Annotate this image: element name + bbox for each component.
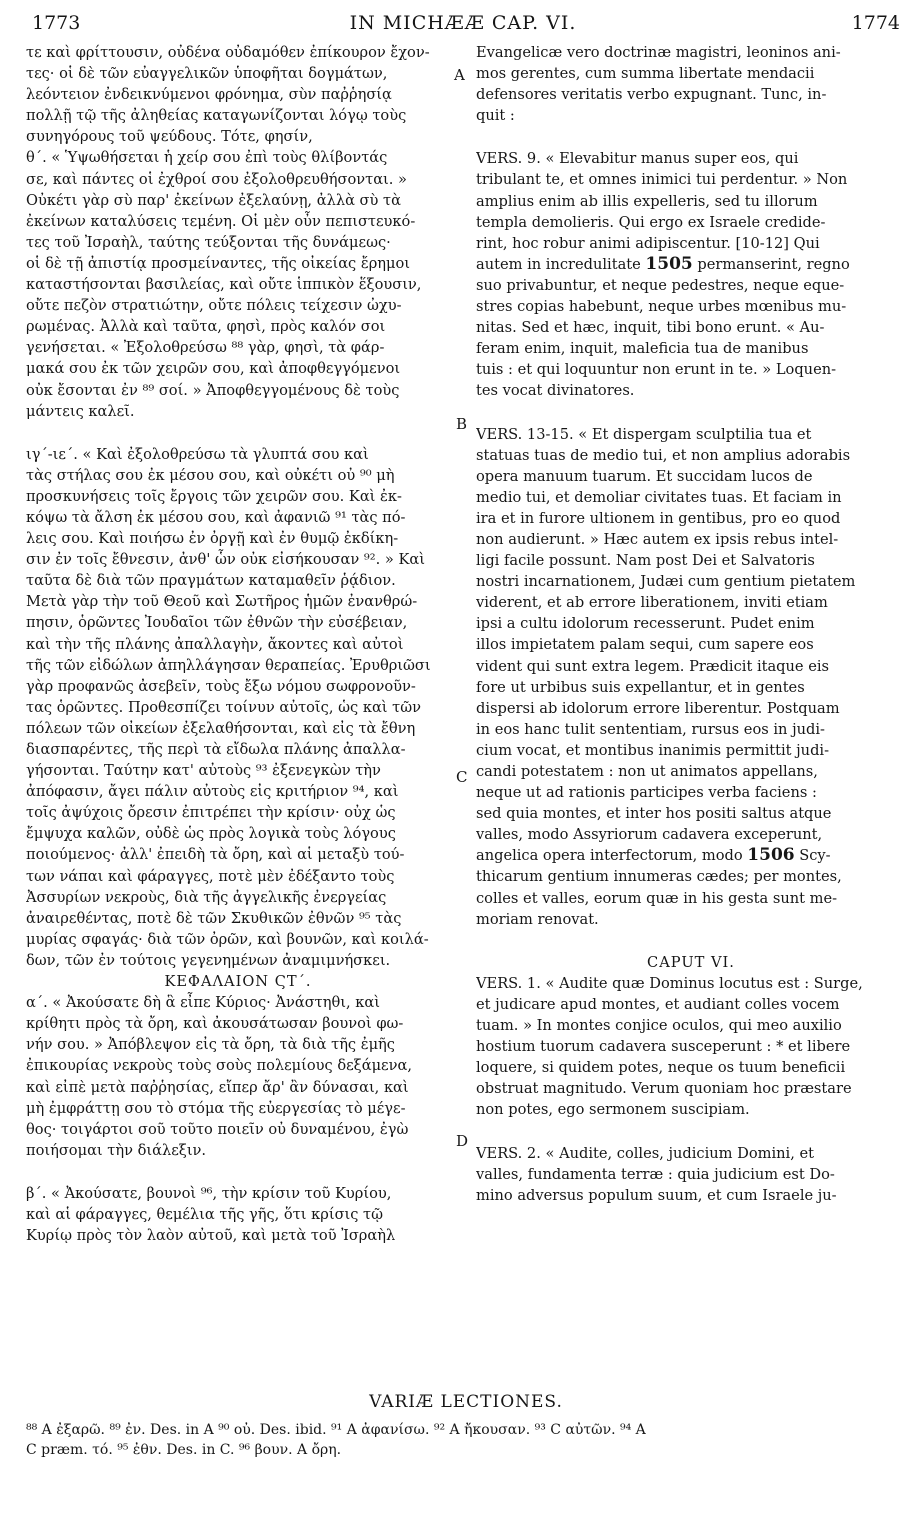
text-line: σε, καὶ πάντες οἱ ἐχθροί σου ἐξολοθρευθήσονται. » <box>26 170 407 188</box>
text-line: neque ut ad rationis participes verba faciens : <box>476 784 817 802</box>
text-line: τε καὶ φρίττουσιν, οὐδένα οὐδαμόθεν ἐπίκουρον ἔχον- <box>26 44 430 61</box>
text-line: προσκυνήσεις τοῖς ἔργοις τῶν χειρῶν σου. Καὶ ἐκ- <box>26 487 402 505</box>
text-line: λεόντειον ἐνδεικνύμενοι φρόνημα, σὺν παῤῥησίᾳ <box>26 86 392 104</box>
text-line: των νάπαι καὶ φάραγγες, ποτὲ μὲν ἐδέξαντο τοὺς <box>26 867 395 885</box>
text-line: VERS. 9. « Elevabitur manus super eos, qui <box>476 150 799 168</box>
text-line: rint, hoc robur animi adipiscentur. [10-12] Qui <box>476 234 820 252</box>
text-line: ἐπικουρίας νεκροὺς τοὺς σοὺς πολεμίους δεξάμενα, <box>26 1057 412 1075</box>
text-line: καταστήσονται βασιλείας, καὶ οὔτε ἱππικὸν ἕξουσιν, <box>26 276 422 294</box>
text-line: statuas tuas de medio tui, et non amplius adorabis <box>476 446 851 464</box>
text-line: γήσονται. Ταύτην κατ' αὐτοὺς ⁹³ ἐξενεγκὼν τὴν <box>26 762 381 780</box>
text-line: candi potestatem : non ut animatos appellans, <box>476 763 818 780</box>
text-line: VERS. 1. « Audite quæ Dominus locutus est : Surge, <box>476 974 863 992</box>
text-line: ταῦτα δὲ διὰ τῶν πραγμάτων καταμαθεῖν ῥᾴδιον. <box>26 572 396 590</box>
text-line: tuam. » In montes conjice oculos, qui meo auxilio <box>476 1017 842 1035</box>
text-line: λεις σου. Καὶ ποιήσω ἐν ὀργῇ καὶ ἐν θυμῷ ἐκδίκη- <box>26 530 399 548</box>
text-line: κόψω τὰ ἄλση ἐκ μέσου σου, καὶ ἀφανιῶ ⁹¹ τὰς πό- <box>26 508 406 526</box>
text-line: ιγ΄-ιε΄. « Καὶ ἐξολοθρεύσω τὰ γλυπτά σου καὶ <box>26 445 369 463</box>
text-line: nitas. Sed et hæc, inquit, tibi bono erunt. « Au- <box>476 319 825 337</box>
margin-letter-a: A <box>454 66 465 84</box>
text-line: quit : <box>476 107 515 125</box>
text-line: ira et in furore ultionem in gentibus, pro eo quod <box>476 509 841 527</box>
text-line: τας ὁρῶντες. Προθεσπίζει τοίνυν αὐτοῖς, ὡς καὶ τῶν <box>26 698 422 716</box>
column-marker-1505: 1505 <box>645 253 693 274</box>
text-line: templa demolieris. Qui ergo ex Israele credide- <box>476 213 826 231</box>
text-line: defensores veritatis verbo expugnant. Tunc, in- <box>476 86 827 104</box>
text-line: γὰρ προφανῶς ἀσεβεῖν, τοὺς ἔξω νόμου σωφρονοῦν- <box>26 677 416 695</box>
text-line: τοῖς ἀψύχοις ὄρεσιν ἐπιτρέπει τὴν κρίσιν· οὐχ ὡς <box>26 804 396 822</box>
variae-lectiones <box>26 1392 906 1460</box>
paragraph-gap <box>476 126 906 148</box>
text-line: VERS. 2. « Audite, colles, judicium Domini, et <box>476 1144 814 1162</box>
text-line: amplius enim ab illis expelleris, sed tu illorum <box>476 192 818 210</box>
text-line-tail: Scy- <box>794 847 831 865</box>
greek-column <box>26 42 450 1246</box>
text-line: suo privabuntur, et neque pedestres, neque eque- <box>476 276 845 294</box>
text-line: non audierunt. » Hæc autem ex ipsis rebus intel- <box>476 530 839 548</box>
text-line: nostri incarnationem, Judæi cum gentium pietatem <box>476 573 856 591</box>
paragraph-gap <box>476 930 906 952</box>
paragraph-gap <box>476 402 906 424</box>
text-line: non potes, ego sermonem suscipiam. <box>476 1101 750 1119</box>
text-line: μυρίας σφαγάς· διὰ τῶν ὀρῶν, καὶ βουνῶν, καὶ κοιλά- <box>26 930 429 948</box>
text-line: οὔτε πεζὸν στρατιώτην, οὔτε πόλεις τείχεσιν ὠχυ- <box>26 297 402 315</box>
text-line: vident qui sunt extra legem. Prædicit itaque eis <box>476 657 829 675</box>
text-line: ἀναιρεθέντας, ποτὲ δὲ τῶν Σκυθικῶν ἐθνῶν ⁹⁵ τὰς <box>26 909 402 927</box>
text-line: medio tui, et demoliar civitates tuas. Et faciam in <box>476 488 842 506</box>
text-line: loquere, si quidem potes, neque os tuum beneficii <box>476 1059 846 1077</box>
text-line: stres copias habebunt, neque urbes mœnibus mu- <box>476 298 847 316</box>
text-line: τες τοῦ Ἰσραὴλ, ταύτης τεύξονται τῆς δυνάμεως· <box>26 233 391 251</box>
text-line: ρωμένας. Ἀλλὰ καὶ ταῦτα, φησὶ, πρὸς καλόν σοι <box>26 318 386 336</box>
latin-column <box>476 42 906 1206</box>
text-line: ligi facile possunt. Nam post Dei et Salvatoris <box>476 552 815 570</box>
text-line: dispersi ab idolorum errore liberentur. Postquam <box>476 699 840 717</box>
text-line: moriam renovat. <box>476 910 599 928</box>
text-line: mos gerentes, cum summa libertate mendacii <box>476 65 815 83</box>
text-line: μάντεις καλεῖ. <box>26 402 135 420</box>
text-line: μακά σου ἐκ τῶν χειρῶν σου, καὶ ἀποφθεγγόμενοι <box>26 360 401 378</box>
text-line: μὴ ἐμφράττῃ σου τὸ στόμα τῆς εὐεργεσίας τὸ μέγε- <box>26 1099 406 1117</box>
text-line: mino adversus populum suum, et cum Israele ju- <box>476 1186 837 1204</box>
text-line: καὶ εἰπὲ μετὰ παῤῥησίας, εἴπερ ἄρ' ἂν δύνασαι, καὶ <box>26 1078 409 1096</box>
text-line: τῆς τῶν εἰδώλων ἀπηλλάγησαν θεραπείας. Ἐρυθριῶσι <box>26 656 431 674</box>
text-line: et judicare apud montes, et audiant colles vocem <box>476 995 840 1013</box>
text-line: συνηγόρους τοῦ ψεύδους. Τότε, φησίν, <box>26 128 313 146</box>
text-line: in eos hanc tulit sententiam, rursus eos in judi- <box>476 720 825 738</box>
text-line: θος· τοιγάρτοι σοῦ τοῦτο ποιεῖν οὐ δυναμένου, ἐγὼ <box>26 1120 409 1138</box>
text-line: τὰς στήλας σου ἐκ μέσου σου, καὶ οὐκέτι οὐ ⁹⁰ μὴ <box>26 466 395 484</box>
variae-line: C præm. τό. ⁹⁵ ἐθν. Des. in C. ⁹⁶ βουν. A ὄρη. <box>26 1442 342 1458</box>
column-marker-1506: 1506 <box>747 845 795 866</box>
text-line: ποιήσομαι τὴν διάλεξιν. <box>26 1141 207 1159</box>
right-page-number: 1774 <box>851 12 900 34</box>
paragraph-gap <box>26 1161 450 1183</box>
text-line: Οὐκέτι γὰρ σὺ παρ' ἐκείνων ἐξελαύνῃ, ἀλλὰ σὺ τὰ <box>26 191 401 209</box>
text-line: VERS. 13-15. « Et dispergam sculptilia tua et <box>476 425 812 443</box>
text-line: ἔμψυχα καλῶν, οὐδὲ ὡς πρὸς λογικὰ τοὺς λόγους <box>26 825 396 843</box>
margin-letter-c: C <box>456 768 468 786</box>
text-line: διασπαρέντες, τῆς περὶ τὰ εἴδωλα πλάνης ἀπαλλα- <box>26 741 406 758</box>
margin-letter-b: B <box>456 415 468 433</box>
text-line: tuis : et qui loquuntur non erunt in te. » Loquen- <box>476 361 837 379</box>
text-line: valles, modo Assyriorum cadavera exceperunt, <box>476 826 823 844</box>
text-line: Evangelicæ vero doctrinæ magistri, leoninos ani- <box>476 44 841 61</box>
text-line: ἀπόφασιν, ἄγει πάλιν αὐτοὺς εἰς κριτήριον ⁹⁴, καὶ <box>26 783 399 801</box>
text-line-tail: permanserint, regno <box>692 255 850 273</box>
text-line: valles, fundamenta terræ : quia judicium est Do- <box>476 1165 835 1183</box>
text-line: colles et valles, eorum quæ in his gesta sunt me- <box>476 889 838 907</box>
text-line: ποιούμενος· ἀλλ' ἐπειδὴ τὰ ὄρη, καὶ αἱ μεταξὺ τού- <box>26 846 405 864</box>
text-line: πόλεων τῶν οἰκείων ἐξελαθήσονται, καὶ εἰς τὰ ἔθνη <box>26 719 416 737</box>
text-line: α΄. « Ἀκούσατε δὴ ἃ εἶπε Κύριος· Ἀνάστηθι, καὶ <box>26 994 380 1012</box>
text-line: tes vocat divinatores. <box>476 382 635 400</box>
greek-chapter-heading: ΚΕΦΑΛΑΙΟΝ ϚΤ΄. <box>164 973 312 991</box>
text-line: Μετὰ γὰρ τὴν τοῦ Θεοῦ καὶ Σωτῆρος ἡμῶν ἐνανθρώ- <box>26 593 418 611</box>
text-line: νήν σου. » Ἀπόβλεψον εἰς τὰ ὄρη, τὰ διὰ τῆς ἐμῆς <box>26 1036 395 1054</box>
left-page-number: 1773 <box>32 12 81 34</box>
running-header <box>18 10 908 44</box>
margin-letter-d: D <box>456 1132 469 1150</box>
text-line: feram enim, inquit, maleficia tua de manibus <box>476 340 809 358</box>
text-line: hostium tuorum cadavera susceperunt : * et libere <box>476 1038 851 1056</box>
text-line: thicarum gentium innumeras cædes; per montes, <box>476 868 842 886</box>
paragraph-gap <box>476 1121 906 1143</box>
text-line: πολλῇ τῷ τῆς ἀληθείας καταγωνίζονται λόγῳ τοὺς <box>26 107 407 125</box>
text-line: viderent, et ab errore liberationem, inviti etiam <box>476 594 828 612</box>
text-line: tribulant te, et omnes inimici tui perdentur. » Non <box>476 171 848 189</box>
text-line: σιν ἐν τοῖς ἔθνεσιν, ἀνθ' ὧν οὐκ εἰσήκουσαν ⁹². » Καὶ <box>26 551 425 569</box>
text-line: Ἀσσυρίων νεκροὺς, διὰ τῆς ἀγγελικῆς ἐνεργείας <box>26 888 387 906</box>
text-line: opera manuum tuarum. Et succidam lucos de <box>476 467 813 485</box>
text-line <box>476 845 906 866</box>
text-line: fore ut urbibus suis expellantur, et in gentes <box>476 678 805 696</box>
text-line: cium vocat, et montibus inanimis permittit judi- <box>476 741 830 759</box>
running-title: IN MICHÆÆ CAP. VI. <box>349 12 577 34</box>
text-line: καὶ τὴν τῆς πλάνης ἀπαλλαγὴν, ἄκοντες καὶ αὐτοὶ <box>26 635 404 653</box>
text-line: ἐκείνων καταλύσεις τεμένη. Οἱ μὲν οὖν πεπιστευκό- <box>26 212 416 230</box>
text-line: οἱ δὲ τῇ ἀπιστίᾳ προσμείναντες, τῆς οἰκείας ἔρημοι <box>26 254 411 272</box>
paragraph-gap <box>26 422 450 444</box>
text-line-lead: autem in incredulitate <box>476 255 646 273</box>
text-line: sed quia montes, et inter hos positi saltus atque <box>476 805 832 823</box>
text-line: δων, τῶν ἐν τούτοις γεγενημένων ἀναμιμνήσκει. <box>26 951 391 969</box>
text-line: ipsi a cultu idolorum recesserunt. Pudet enim <box>476 615 815 633</box>
text-line: πησιν, ὁρῶντες Ἰουδαῖοι τῶν ἐθνῶν τὴν εὐσέβειαν, <box>26 614 408 632</box>
text-line: καὶ αἱ φάραγγες, θεμέλια τῆς γῆς, ὅτι κρίσις τῷ <box>26 1205 384 1223</box>
text-line: Κυρίῳ πρὸς τὸν λαὸν αὐτοῦ, καὶ μετὰ τοῦ Ἰσραὴλ <box>26 1227 396 1245</box>
text-line: γενήσεται. « Ἐξολοθρεύσω ⁸⁸ γὰρ, φησὶ, τὰ φάρ- <box>26 339 385 357</box>
text-line: κρίθητι πρὸς τὰ ὄρη, καὶ ἀκουσάτωσαν βουνοὶ φω- <box>26 1015 404 1033</box>
text-line: obstruat magnitudo. Verum quoniam hoc præstare <box>476 1080 852 1098</box>
text-line: β΄. « Ἀκούσατε, βουνοὶ ⁹⁶, τὴν κρίσιν τοῦ Κυρίου, <box>26 1184 392 1202</box>
text-line: τες· οἱ δὲ τῶν εὐαγγελικῶν ὑποφῆται δογμάτων, <box>26 65 388 83</box>
text-line <box>476 254 906 275</box>
text-line: οὐκ ἔσονται ἐν ⁸⁹ σοί. » Ἀποφθεγγομένους δὲ τοὺς <box>26 381 400 399</box>
text-line-lead: angelica opera interfectorum, modo <box>476 847 748 865</box>
variae-title: VARIÆ LECTIONES. <box>369 1392 563 1412</box>
text-line: θ΄. « Ὑψωθήσεται ἡ χείρ σου ἐπὶ τοὺς θλίβοντάς <box>26 149 388 167</box>
text-line: illos impietatem palam sequi, cum sapere eos <box>476 636 814 654</box>
variae-line: ⁸⁸ A ἐξαρῶ. ⁸⁹ ἐν. Des. in A ⁹⁰ οὐ. Des. ibid. ⁹¹ A ἀφανίσω. ⁹² A ἤκουσαν. ⁹³ C αὐτῶν. ⁹⁴ A <box>26 1422 646 1438</box>
latin-chapter-heading: CAPUT VI. <box>647 953 735 971</box>
